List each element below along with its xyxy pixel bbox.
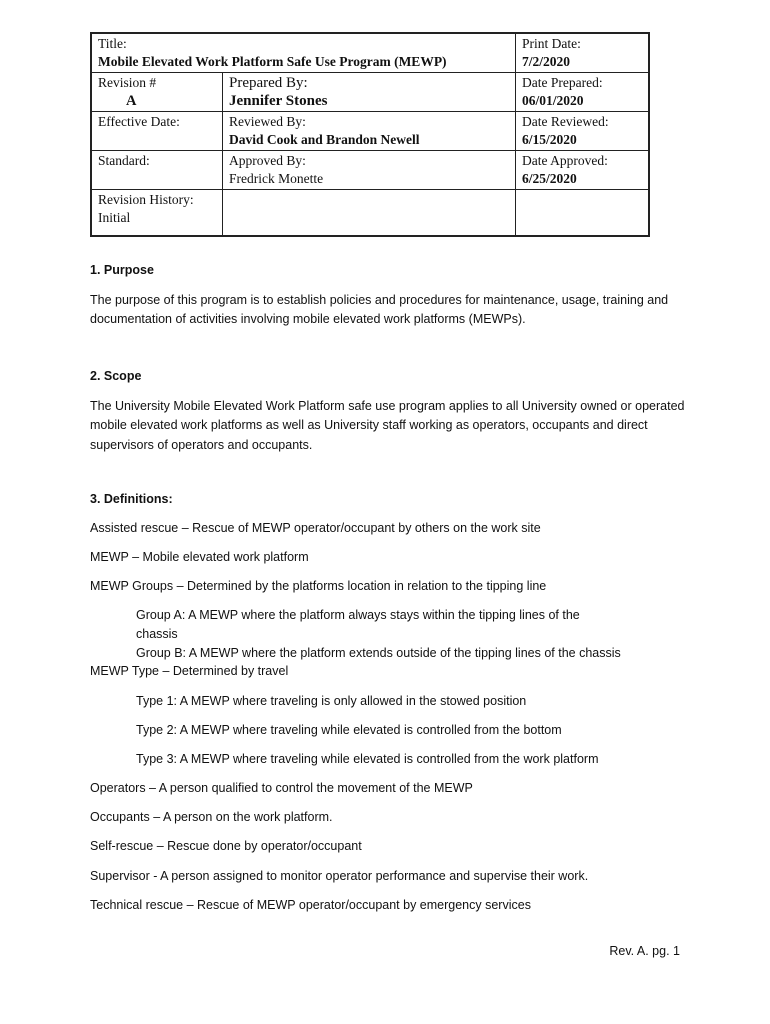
purpose-heading: 1. Purpose bbox=[90, 263, 154, 277]
reviewed-by-cell bbox=[223, 112, 516, 151]
definition-occupants: Occupants – A person on the work platform. bbox=[90, 810, 333, 824]
definition-type-3: Type 3: A MEWP where traveling while elevated is controlled from the work platform bbox=[136, 752, 599, 766]
definition-group-b: Group B: A MEWP where the platform extends outside of the tipping lines of the chassis bbox=[136, 646, 621, 660]
definition-group-a-cont: chassis bbox=[136, 627, 178, 641]
purpose-text: The purpose of this program is to establish policies and procedures for maintenance, usage, training and documentation of activities involving mobile elevated work platforms (MEWPs). bbox=[90, 292, 669, 326]
print-date-cell bbox=[516, 33, 650, 73]
purpose-section bbox=[90, 261, 690, 330]
effective-date-label: Effective Date: bbox=[98, 114, 180, 129]
date-prepared-cell bbox=[516, 73, 650, 112]
date-approved-label: Date Approved: bbox=[522, 153, 608, 168]
definition-group-a: Group A: A MEWP where the platform always stays within the tipping lines of the bbox=[136, 608, 580, 622]
date-approved-cell bbox=[516, 151, 650, 190]
reviewed-by-value: David Cook and Brandon Newell bbox=[229, 132, 420, 147]
definition-supervisor: Supervisor - A person assigned to monitor operator performance and supervise their work. bbox=[90, 869, 589, 883]
definition-technical-rescue: Technical rescue – Rescue of MEWP operator/occupant by emergency services bbox=[90, 898, 531, 912]
revision-cell bbox=[91, 73, 223, 112]
effective-date-cell bbox=[91, 112, 223, 151]
definition-mewp-type: MEWP Type – Determined by travel bbox=[90, 664, 289, 678]
scope-heading: 2. Scope bbox=[90, 369, 142, 383]
scope-text: The University Mobile Elevated Work Platform safe use program applies to all University owned or operated mobile elevated work platforms as well as University staff working as operators, occupants and direct supervisors of operators and occupants. bbox=[90, 398, 685, 452]
title-label: Title: bbox=[98, 36, 127, 51]
date-reviewed-label: Date Reviewed: bbox=[522, 114, 609, 129]
definition-mewp-groups: MEWP Groups – Determined by the platforms location in relation to the tipping line bbox=[90, 579, 547, 593]
scope-section bbox=[90, 367, 690, 455]
date-prepared-label: Date Prepared: bbox=[522, 75, 603, 90]
revision-label: Revision # bbox=[98, 75, 157, 90]
standard-label: Standard: bbox=[98, 153, 150, 168]
date-approved-value: 6/25/2020 bbox=[522, 171, 577, 186]
definition-operators: Operators – A person qualified to control the movement of the MEWP bbox=[90, 781, 473, 795]
empty-cell bbox=[516, 190, 650, 236]
standard-cell bbox=[91, 151, 223, 190]
approved-by-label: Approved By: bbox=[229, 153, 306, 168]
revision-history-value: Initial bbox=[98, 210, 131, 225]
prepared-by-value: Jennifer Stones bbox=[229, 93, 328, 109]
date-reviewed-cell bbox=[516, 112, 650, 151]
revision-history-cell bbox=[91, 190, 223, 236]
date-prepared-value: 06/01/2020 bbox=[522, 93, 584, 108]
title-value: Mobile Elevated Work Platform Safe Use Program (MEWP) bbox=[98, 54, 447, 69]
definition-mewp: MEWP – Mobile elevated work platform bbox=[90, 550, 309, 564]
approved-by-value: Fredrick Monette bbox=[229, 171, 324, 186]
definition-type-1: Type 1: A MEWP where traveling is only allowed in the stowed position bbox=[136, 694, 527, 708]
prepared-by-cell bbox=[223, 73, 516, 112]
revision-value: A bbox=[126, 93, 137, 109]
document-header-table bbox=[90, 32, 650, 237]
reviewed-by-label: Reviewed By: bbox=[229, 114, 306, 129]
date-reviewed-value: 6/15/2020 bbox=[522, 132, 577, 147]
approved-by-cell bbox=[223, 151, 516, 190]
revision-history-label: Revision History: bbox=[98, 192, 194, 207]
definitions-heading: 3. Definitions: bbox=[90, 492, 173, 506]
title-cell bbox=[91, 33, 516, 73]
definition-type-2: Type 2: A MEWP where traveling while elevated is controlled from the bottom bbox=[136, 723, 562, 737]
page-number: Rev. A. pg. 1 bbox=[609, 944, 680, 958]
definition-assisted-rescue: Assisted rescue – Rescue of MEWP operator/occupant by others on the work site bbox=[90, 521, 541, 535]
print-date-value: 7/2/2020 bbox=[522, 54, 571, 69]
empty-cell bbox=[223, 190, 516, 236]
print-date-label: Print Date: bbox=[522, 36, 581, 51]
prepared-by-label: Prepared By: bbox=[229, 75, 308, 91]
definition-self-rescue: Self-rescue – Rescue done by operator/occupant bbox=[90, 839, 362, 853]
